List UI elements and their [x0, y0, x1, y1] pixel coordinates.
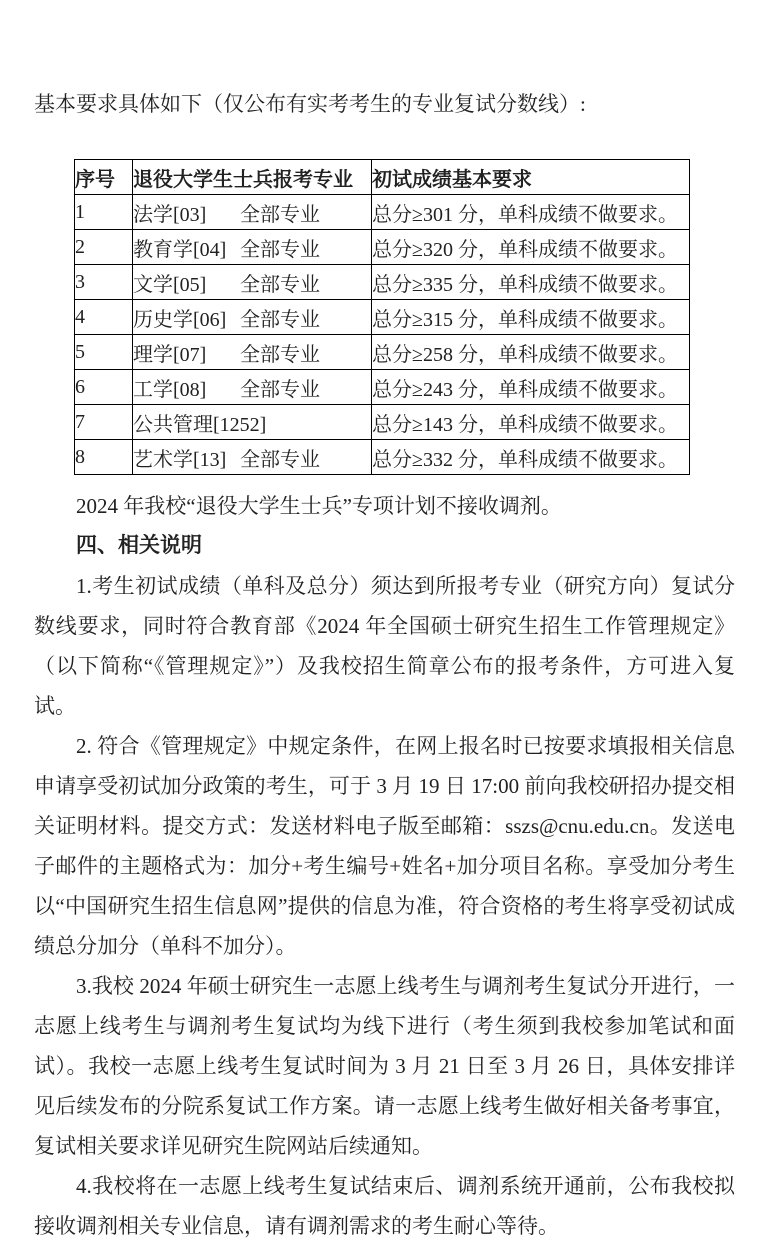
intro-line: 基本要求具体如下（仅公布有实考考生的专业复试分数线）: — [34, 92, 586, 116]
section-heading: 四、相关说明 — [76, 534, 202, 557]
table-row — [75, 195, 690, 230]
paragraph: 1.考生初试成绩（单科及总分）须达到所报考专业（研究方向）复试分数线要求，同时符合教育部《2024 年全国硕士研究生招生工作管理规定》（以下简称“《管理规定》”）及我校招生简章公布的报考条件，方可进入复试。 — [34, 574, 735, 718]
table-row — [75, 230, 690, 265]
major-cell — [133, 230, 372, 265]
row-number-cell: 3 — [75, 265, 133, 300]
major-scope: 全部专业 — [240, 238, 320, 261]
major-scope: 全部专业 — [240, 448, 320, 471]
major-scope: 全部专业 — [240, 378, 320, 401]
major-name: 法学[03] — [133, 203, 207, 226]
major-scope: 全部专业 — [240, 308, 320, 331]
major-name: 历史学[06] — [133, 308, 227, 331]
score-table-head — [75, 160, 690, 195]
major-name: 教育学[04] — [133, 238, 227, 261]
requirement-cell: 总分≥243 分，单科成绩不做要求。 — [372, 370, 690, 405]
table-row — [75, 440, 690, 475]
major-scope: 全部专业 — [240, 273, 320, 296]
major-cell — [133, 195, 372, 230]
requirement-cell: 总分≥301 分，单科成绩不做要求。 — [372, 195, 690, 230]
major-scope: 全部专业 — [240, 203, 320, 226]
requirement-cell: 总分≥320 分，单科成绩不做要求。 — [372, 230, 690, 265]
table-row — [75, 405, 690, 440]
requirement-cell: 总分≥332 分，单科成绩不做要求。 — [372, 440, 690, 475]
score-table — [74, 159, 690, 475]
table-row — [75, 370, 690, 405]
row-number-cell: 7 — [75, 405, 133, 440]
major-name: 文学[05] — [133, 273, 207, 296]
score-table-wrap — [74, 159, 735, 475]
row-number-cell: 8 — [75, 440, 133, 475]
requirement-cell: 总分≥315 分，单科成绩不做要求。 — [372, 300, 690, 335]
requirement-cell: 总分≥143 分，单科成绩不做要求。 — [372, 405, 690, 440]
major-cell — [133, 265, 372, 300]
major-name: 工学[08] — [133, 378, 207, 401]
paragraph: 4.我校将在一志愿上线考生复试结束后、调剂系统开通前，公布我校拟接收调剂相关专业信息，请有调剂需求的考生耐心等待。 — [34, 1174, 735, 1238]
score-table-body — [75, 195, 690, 475]
row-number-cell: 4 — [75, 300, 133, 335]
requirement-cell: 总分≥335 分，单科成绩不做要求。 — [372, 265, 690, 300]
major-name: 理学[07] — [133, 343, 207, 366]
row-number-cell: 1 — [75, 195, 133, 230]
table-row — [75, 300, 690, 335]
major-cell — [133, 335, 372, 370]
paragraph: 3.我校 2024 年硕士研究生一志愿上线考生与调剂考生复试分开进行，一志愿上线考生与调剂考生复试均为线下进行（考生须到我校参加笔试和面试）。我校一志愿上线考生复试时间为 3 月 21 日至 3 月 26 日，具体安排详见后续发布的分院系复试工作方案。请一志愿上线考生做好相关备考事宜，复试相关要求详见研究生院网站后续通知。 — [34, 974, 735, 1158]
major-name: 公共管理[1252] — [133, 413, 267, 436]
major-scope: 全部专业 — [240, 343, 320, 366]
major-cell — [133, 405, 372, 440]
row-number-cell: 2 — [75, 230, 133, 265]
header-cell-major: 退役大学生士兵报考专业 — [133, 160, 372, 195]
paragraph: 2024 年我校“退役大学生士兵”专项计划不接收调剂。 — [76, 494, 562, 518]
table-row — [75, 265, 690, 300]
paragraphs — [34, 486, 735, 1246]
major-cell — [133, 300, 372, 335]
major-cell — [133, 440, 372, 475]
table-header-row — [75, 160, 690, 195]
row-number-cell: 6 — [75, 370, 133, 405]
paragraph: 2. 符合《管理规定》中规定条件，在网上报名时已按要求填报相关信息申请享受初试加分政策的考生，可于 3 月 19 日 17:00 前向我校研招办提交相关证明材料。提交方式：发送材料电子版至邮箱：sszs@cnu.edu.cn。发送电子邮件的主题格式为：加分+考生编号+姓名+加分项目名称。享受加分考生以“中国研究生招生信息网”提供的信息为准，符合资格的考生将享受初试成绩总分加分（单科不加分）。 — [34, 734, 735, 958]
table-row — [75, 335, 690, 370]
requirement-cell: 总分≥258 分，单科成绩不做要求。 — [372, 335, 690, 370]
row-number-cell: 5 — [75, 335, 133, 370]
header-cell-requirement: 初试成绩基本要求 — [372, 160, 690, 195]
header-cell-no: 序号 — [75, 160, 133, 195]
major-name: 艺术学[13] — [133, 448, 227, 471]
major-cell — [133, 370, 372, 405]
